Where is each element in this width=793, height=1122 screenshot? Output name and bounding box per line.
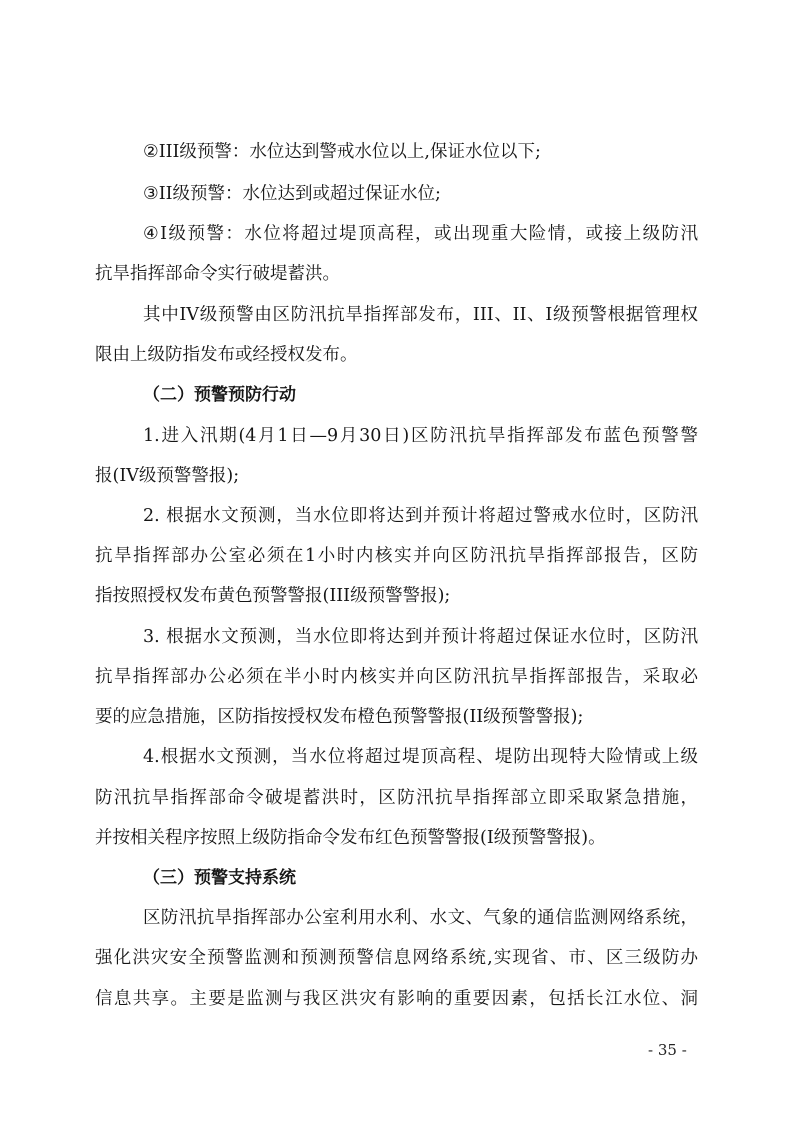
text-line-publish-authority-cont: 限由上级防指发布或经授权发布。 — [95, 345, 358, 365]
text-line-item1: 1.进入汛期(4月1日—9月30日)区防汛抗旱指挥部发布蓝色预警警 — [143, 426, 698, 446]
text-line-publish-authority: 其中IV级预警由区防汛抗旱指挥部发布，III、II、I级预警根据管理权 — [143, 305, 698, 325]
text-line-support-end: 信息共享。主要是监测与我区洪灾有影响的重要因素，包括长江水位、洞 — [95, 989, 698, 1009]
text-line-item3-cont: 抗旱指挥部办公必须在半小时内核实并向区防汛抗旱指挥部报告，采取必 — [95, 667, 698, 687]
text-line-item4-cont: 防汛抗旱指挥部命令破堤蓄洪时，区防汛抗旱指挥部立即采取紧急措施， — [95, 788, 698, 808]
text-line-item1-cont: 报(IV级预警警报); — [95, 466, 240, 486]
text-line-item3-end: 要的应急措施，区防指按授权发布橙色预警警报(II级预警警报); — [95, 707, 584, 727]
text-line-level1-warning-cont: 抗旱指挥部命令实行破堤蓄洪。 — [95, 264, 340, 284]
text-line-level1-warning: ④I级预警：水位将超过堤顶高程，或出现重大险情，或接上级防汛 — [143, 224, 698, 244]
section-heading-support-system: （三）预警支持系统 — [143, 868, 296, 888]
text-line-support-cont: 强化洪灾安全预警监测和预测预警信息网络系统,实现省、市、区三级防办 — [95, 948, 698, 968]
text-line-item4: 4.根据水文预测，当水位将超过堤顶高程、堤防出现特大险情或上级 — [143, 747, 698, 767]
text-line-level2-warning: ③II级预警：水位达到或超过保证水位; — [143, 184, 441, 204]
text-line-support: 区防汛抗旱指挥部办公室利用水利、水文、气象的通信监测网络系统， — [143, 908, 698, 928]
text-line-item3: 3. 根据水文预测，当水位即将达到并预计将超过保证水位时，区防汛 — [143, 627, 698, 647]
text-line-item4-end: 并按相关程序按照上级防指命令发布红色预警警报(I级预警警报)。 — [95, 828, 606, 848]
page-number: - 35 - — [648, 1041, 687, 1059]
text-line-item2-end: 指按照授权发布黄色预警警报(III级预警警报); — [95, 586, 451, 606]
text-line-item2-cont: 抗旱指挥部办公室必须在1小时内核实并向区防汛抗旱指挥部报告，区防 — [95, 546, 698, 566]
text-line-item2: 2. 根据水文预测，当水位即将达到并预计将超过警戒水位时，区防汛 — [143, 506, 698, 526]
text-line-level3-warning: ②III级预警：水位达到警戒水位以上,保证水位以下; — [143, 142, 541, 162]
section-heading-warning-prevention: （二）预警预防行动 — [143, 385, 296, 405]
